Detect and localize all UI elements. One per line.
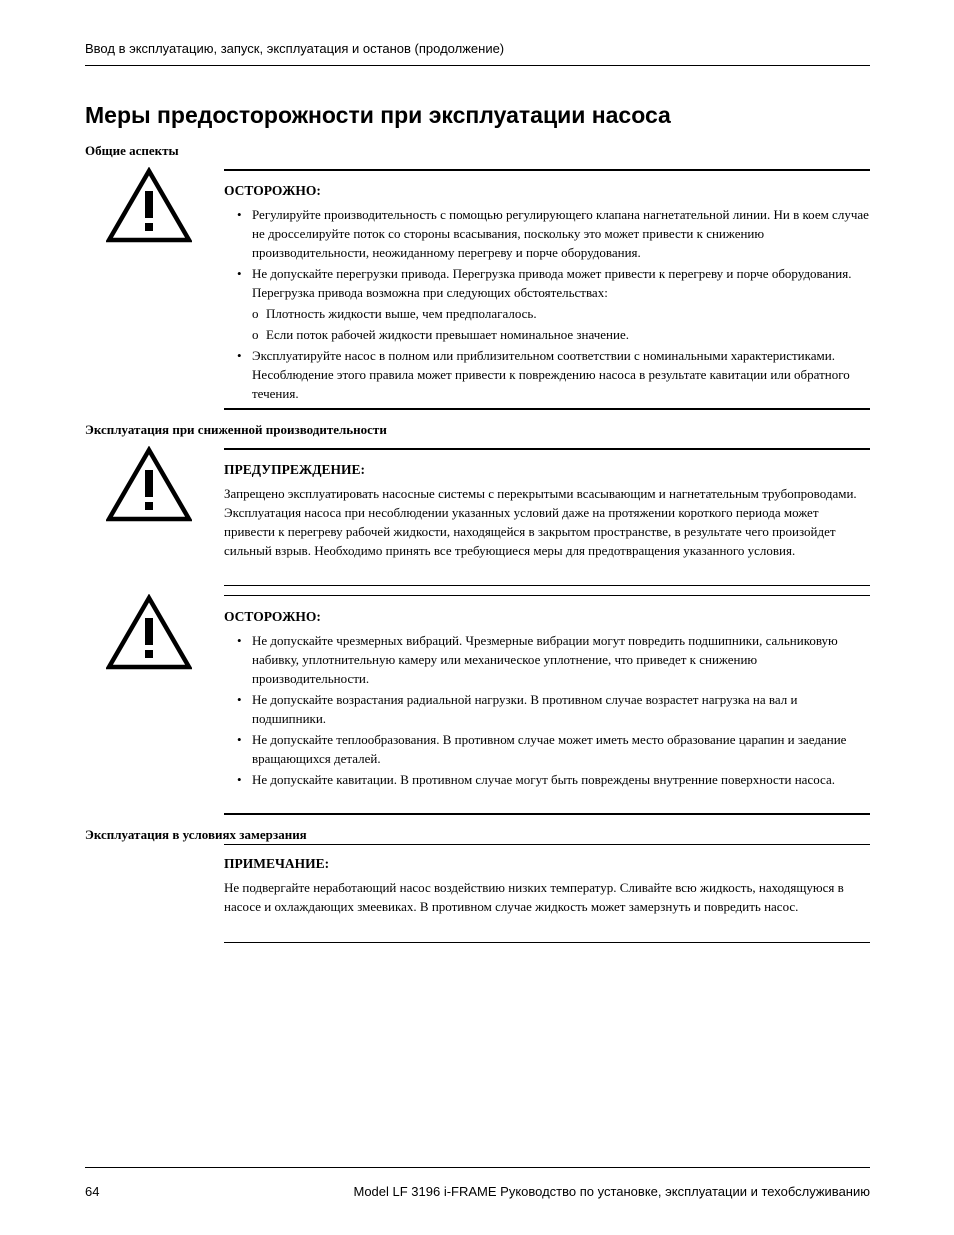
caution-label: ОСТОРОЖНО: bbox=[224, 183, 321, 198]
section-heading-general: Общие аспекты bbox=[85, 143, 179, 158]
warning-triangle-icon bbox=[106, 167, 192, 243]
note-text: Не подвергайте неработающий насос воздействию низких температур. Сливайте всю жидкость, находящуюся в насосе и охлаждающих змеевиках. В противном случае жидкость может замерзнуть и повредить насос. bbox=[224, 880, 844, 914]
caution-bullet-list bbox=[224, 205, 870, 403]
list-item: • Регулируйте производительность с помощью регулирующего клапана нагнетательной линии. Ни в коем случае не дросселируйте поток со стороны всасывания, поскольку это может привести к снижению производительности, неожиданному перегреву и порче оборудования. bbox=[224, 205, 870, 262]
warning-callout bbox=[224, 460, 870, 560]
sub-list-item: o Если поток рабочей жидкости превышает номинальное значение. bbox=[224, 325, 870, 344]
list-item: • Не допускайте теплообразования. В противном случае может иметь место образование царапин и заедание вращающихся деталей. bbox=[224, 730, 870, 768]
list-item: • Эксплуатируйте насос в полном или приблизительном соответствии с номинальными характеристиками. Несоблюдение этого правила может привести к повреждению насоса в результате кавитации или обратного течения. bbox=[224, 346, 870, 403]
callout-top-rule bbox=[224, 844, 870, 845]
caution-callout-reduced bbox=[224, 607, 870, 791]
caution-callout-general bbox=[224, 181, 870, 405]
callout-bottom-rule bbox=[224, 408, 870, 410]
warning-triangle-icon bbox=[106, 594, 192, 670]
list-item: • Не допускайте чрезмерных вибраций. Чрезмерные вибрации могут повредить подшипники, сальниковую набивку, уплотнительную камеру или механическое уплотнение, что приведет к снижению производительности. bbox=[224, 631, 870, 688]
callout-bottom-rule bbox=[224, 942, 870, 943]
page-number: 64 bbox=[85, 1184, 100, 1199]
sub-list bbox=[224, 304, 870, 344]
warning-triangle-icon bbox=[106, 446, 192, 522]
footer-doc-title: Model LF 3196 i-FRAME Руководство по установке, эксплуатации и техобслуживанию bbox=[353, 1184, 870, 1199]
warning-label: ПРЕДУПРЕЖДЕНИЕ: bbox=[224, 462, 366, 477]
section-heading-reduced: Эксплуатация при сниженной производительности bbox=[85, 422, 387, 437]
header-divider bbox=[85, 65, 870, 66]
warning-text: Запрещено эксплуатировать насосные системы с перекрытыми всасывающим и нагнетательным трубопроводами. Эксплуатация насоса при несоблюдении указанных условий даже на протяжении короткого периода может привести к перегреву рабочей жидкости, находящейся в закрытом пространстве, в результате чего произойдет сильный взрыв. Необходимо принять все требующиеся меры для предотвращения указанного условия. bbox=[224, 486, 857, 558]
footer-divider bbox=[85, 1167, 870, 1168]
caution-bullet-list bbox=[224, 631, 870, 789]
page-title: Меры предосторожности при эксплуатации насоса bbox=[85, 102, 671, 128]
section-heading-freezing: Эксплуатация в условиях замерзания bbox=[85, 827, 307, 842]
list-item bbox=[224, 264, 870, 344]
callout-top-rule bbox=[224, 169, 870, 171]
running-header: Ввод в эксплуатацию, запуск, эксплуатация и останов (продолжение) bbox=[85, 41, 505, 56]
sub-list-item: o Плотность жидкости выше, чем предполагалось. bbox=[224, 304, 870, 323]
callout-top-rule bbox=[224, 448, 870, 450]
note-callout bbox=[224, 854, 870, 916]
callout-bottom-rule bbox=[224, 585, 870, 586]
list-item: • Не допускайте кавитации. В противном случае могут быть повреждены внутренние поверхности насоса. bbox=[224, 770, 870, 789]
note-label: ПРИМЕЧАНИЕ: bbox=[224, 856, 330, 871]
list-item: • Не допускайте возрастания радиальной нагрузки. В противном случае возрастет нагрузка на вал и подшипники. bbox=[224, 690, 870, 728]
callout-bottom-rule bbox=[224, 813, 870, 815]
callout-top-rule bbox=[224, 595, 870, 596]
caution-label: ОСТОРОЖНО: bbox=[224, 609, 321, 624]
list-item-text: Не допускайте перегрузки привода. Перегрузка привода может привести к перегреву и порче оборудования. Перегрузка привода возможна при следующих обстоятельствах: bbox=[252, 266, 852, 300]
